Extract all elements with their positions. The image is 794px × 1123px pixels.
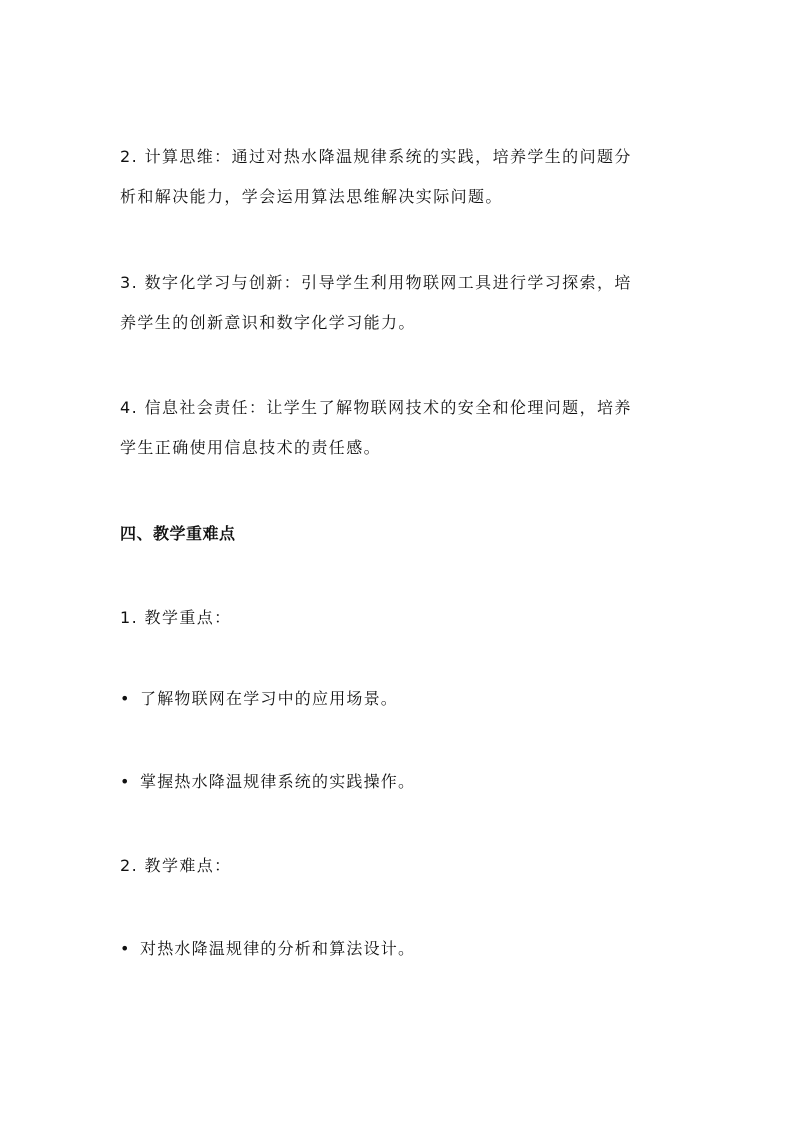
objective-number: 4. (120, 398, 139, 417)
objective-paragraph (120, 137, 680, 217)
bullet-icon: • (120, 772, 130, 791)
objective-line: 养学生的创新意识和数字化学习能力。 (120, 313, 416, 332)
objective-line: 学生正确使用信息技术的责任感。 (120, 438, 382, 457)
objective-number: 3. (120, 273, 139, 292)
bullet-icon: • (120, 689, 130, 708)
list-item (120, 937, 415, 961)
objective-text: 数字化学习与创新：引导学生利用物联网工具进行学习探索，培 (144, 273, 632, 292)
bullet-icon: • (120, 939, 130, 958)
objective-line: 析和解决能力，学会运用算法思维解决实际问题。 (120, 187, 503, 206)
objective-line (120, 263, 680, 303)
section-heading: 四、教学重难点 (120, 524, 236, 543)
list-item-text: 了解物联网在学习中的应用场景。 (140, 689, 399, 708)
difficulty-title: 2. 教学难点： (120, 856, 232, 875)
list-item (120, 687, 398, 711)
objective-line (120, 388, 680, 428)
list-item (120, 770, 415, 794)
focus-title: 1. 教学重点： (120, 608, 232, 627)
objective-text: 信息社会责任：让学生了解物联网技术的安全和伦理问题，培养 (144, 398, 632, 417)
objective-number: 2. (120, 147, 139, 166)
objective-paragraph (120, 388, 680, 468)
objective-line (120, 137, 680, 177)
list-item-text: 掌握热水降温规律系统的实践操作。 (140, 772, 416, 791)
objective-paragraph (120, 263, 680, 343)
objective-text: 计算思维：通过对热水降温规律系统的实践，培养学生的问题分 (144, 147, 632, 166)
list-item-text: 对热水降温规律的分析和算法设计。 (140, 939, 416, 958)
